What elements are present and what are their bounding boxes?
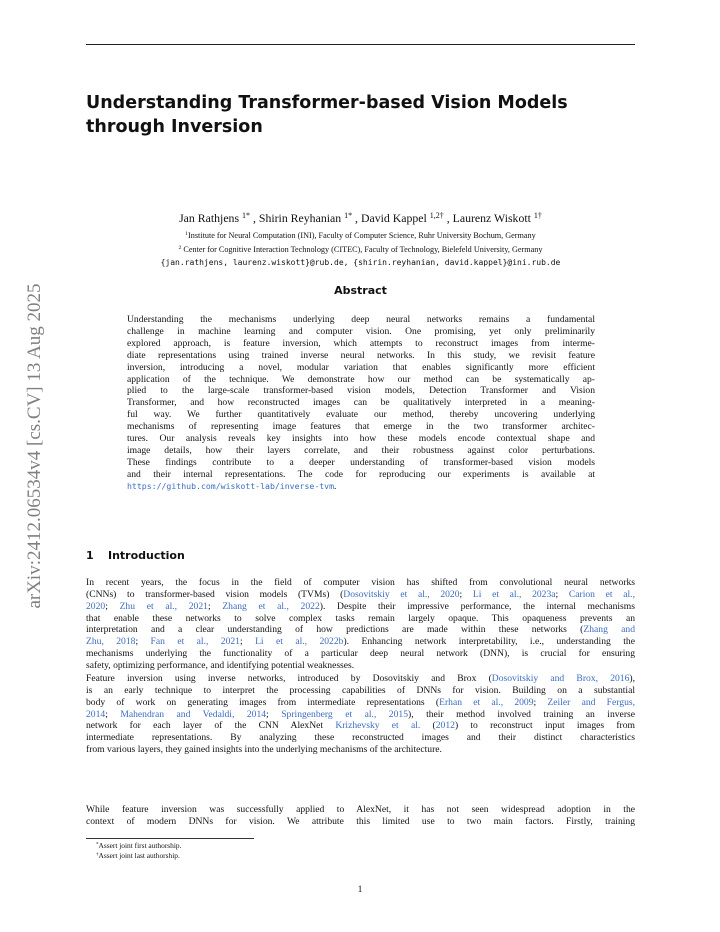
citation-link[interactable]: Erhan et al., 2009 xyxy=(439,696,534,708)
citation-link[interactable]: Springenberg et al., 2015 xyxy=(281,708,408,720)
text-line: safety, optimizing performance, and identifying potential weaknesses. xyxy=(86,659,355,671)
text-line: is an early technique to interpret the processing capabilities of DNNs for vision. Building on a substantial xyxy=(86,684,635,696)
author-affiliation-mark: 1* xyxy=(344,211,353,220)
section-heading xyxy=(86,549,185,563)
citation-link[interactable]: Carion et al., xyxy=(568,588,635,600)
paper-title xyxy=(86,91,635,139)
text-line: Feature inversion using inverse networks, introduced by Dosovitskiy and Brox (Dosovitskiy and Brox, 2016), xyxy=(86,673,635,684)
footnote-mark: * xyxy=(96,842,99,848)
abstract-line: explored approach, is feature inversion, which attempts to reconstruct images from interme- xyxy=(127,337,595,349)
affiliation-1 xyxy=(86,230,635,241)
abstract-line: These findings contribute to a deeper understanding of transformer-based vision models xyxy=(127,456,595,468)
abstract-line: inversion, introducing a novel, modular variation that enables significantly more efficient xyxy=(127,361,595,373)
text-line: body of work on generating images from intermediate representations (Erhan et al., 2009; Zeiler and Fergus, xyxy=(86,696,635,708)
title-line: through Inversion xyxy=(86,117,263,137)
footnote-mark: † xyxy=(96,852,99,858)
abstract-line: ful way. We further quantitatively evaluate our method, thereby uncovering underlying xyxy=(127,409,595,421)
citation-link[interactable]: Krizhevsky et al. xyxy=(335,720,421,732)
section-number: 1 xyxy=(86,549,94,562)
affiliation-text: Center for Cognitive Interaction Technology (CITEC), Faculty of Technology, Bielefeld University, Germany xyxy=(183,245,543,254)
title-line: Understanding Transformer-based Vision Models xyxy=(86,93,568,113)
author-name: David Kappel xyxy=(360,211,430,225)
affiliation-2 xyxy=(86,244,635,255)
affiliation-mark: 2 xyxy=(178,245,182,252)
citation-link[interactable]: Fan et al., 2021 xyxy=(150,636,240,648)
text-line: (CNNs) to transformer-based vision models (TVMs) (Dosovitskiy et al., 2020; Li et al., 2023a; Carion et al., xyxy=(86,588,635,600)
affiliation-text: Institute for Neural Computation (INI), Faculty of Computer Science, Ruhr University Bochum, Germany xyxy=(188,231,536,240)
abstract-line: image details, how their layers correlate, and their robustness against color perturbations. xyxy=(127,444,595,456)
citation-link[interactable]: Dosovitskiy et al., 2020 xyxy=(343,588,460,600)
intro-paragraph xyxy=(86,673,635,756)
code-repository-link[interactable]: https://github.com/wiskott-lab/inverse-tvm xyxy=(127,480,335,491)
author-list: Jan Rathjens $^{1*}$ , Shirin Reyhanian $^{1*}$ , David Kappel $^{1,2\dagger}$ , Laurenz Wiskott $^{1\dagger}$ xyxy=(179,211,542,225)
text-line: 2020; Zhu et al., 2021; Zhang et al., 2022). Despite their impressive performance, the internal mechanisms xyxy=(86,600,635,612)
author-affiliation-mark: 1* xyxy=(242,211,251,220)
author-name: Jan Rathjens xyxy=(179,211,243,225)
intro-paragraph xyxy=(86,577,635,672)
section-title: Introduction xyxy=(108,549,185,562)
abstract-line: diate representations using trained inverse neural networks. In this study, we revisit feature xyxy=(127,349,595,361)
citation-link[interactable]: Zhang and xyxy=(583,624,635,636)
abstract-line: tures. Our analysis reveals key insights into how these models encode contextual shape and xyxy=(127,433,595,445)
citation-link[interactable]: 2020 xyxy=(86,600,106,612)
abstract-url-suffix: . xyxy=(334,480,337,492)
author-emails: {jan.rathjens, laurenz.wiskott}@rub.de, {shirin.reyhanian, david.kappel}@ini.rub.de xyxy=(160,258,561,267)
affiliation-mark: 1 xyxy=(185,231,189,238)
text-line: intermediate representations. By analyzing these reconstructed images and their distinct characteristics xyxy=(86,732,635,744)
author-name: Laurenz Wiskott xyxy=(452,211,534,225)
abstract-line: Transformer, and how reconstructed images can be qualitatively interpreted in a meaning- xyxy=(127,397,595,409)
citation-link[interactable]: Zhang et al., 2022 xyxy=(222,600,320,612)
text-line: interpretation and a clear understanding of how predictions are made within these networks (Zhang and xyxy=(86,624,635,636)
abstract-line: plied to the large-scale transformer-based vision models, Detection Transformer and Vision xyxy=(127,385,595,397)
text-line: that enable these networks to solve complex tasks remain largely opaque. This opaqueness prevents an xyxy=(86,612,635,624)
citation-link[interactable]: 2012 xyxy=(435,720,455,732)
author-name: Shirin Reyhanian xyxy=(258,211,345,225)
citation-link[interactable]: Li et al., 2023a xyxy=(472,588,556,600)
footnote xyxy=(96,841,181,851)
abstract-body xyxy=(127,314,595,493)
citation-link[interactable]: Li et al., 2022b xyxy=(255,636,344,648)
citation-link[interactable]: Dosovitskiy and Brox, 2016 xyxy=(491,673,630,684)
author-affiliation-mark: 1† xyxy=(533,211,542,220)
citation-link[interactable]: Zhu, 2018 xyxy=(86,636,136,648)
page-number: 1 xyxy=(357,884,363,895)
footnote-rule xyxy=(86,838,254,839)
citation-link[interactable]: Zhu et al., 2021 xyxy=(119,600,208,612)
abstract-line: Understanding the mechanisms underlying deep neural networks remains a fundamental xyxy=(127,314,595,325)
text-line: mechanisms underlying the functionality of a particular deep neural network (DNN), is crucial for ensuring xyxy=(86,648,635,660)
text-line: Zhu, 2018; Fan et al., 2021; Li et al., 2022b). Enhancing network interpretability, i.e., understanding the xyxy=(86,636,635,648)
text-line: context of modern DNNs for vision. We attribute this limited use to two main factors. Firstly, training xyxy=(86,815,635,827)
footnotes xyxy=(96,841,181,860)
text-line: In recent years, the focus in the field of computer vision has shifted from convolutional neural networks xyxy=(86,577,635,588)
header-rule xyxy=(86,44,635,45)
arxiv-stamp: arXiv:2412.06534v4 [cs.CV] 13 Aug 2025 xyxy=(24,283,45,609)
intro-paragraph xyxy=(86,804,635,828)
text-line: network for each layer of the CNN AlexNet Krizhevsky et al. (2012) to reconstruct input images from xyxy=(86,720,636,732)
abstract-line xyxy=(127,481,595,493)
text-line: from various layers, they gained insights into the underlying mechanisms of the architecture. xyxy=(86,744,442,756)
abstract-line: mechanisms of representing image features that emerge in the two transformer architec- xyxy=(127,421,595,433)
citation-link[interactable]: Mahendran and Vedaldi, 2014 xyxy=(120,708,267,720)
text-line: 2014; Mahendran and Vedaldi, 2014; Springenberg et al., 2015), their method involved training an inverse xyxy=(86,708,636,720)
citation-link[interactable]: 2014 xyxy=(86,708,106,720)
abstract-line: and their internal representations. The code for reproducing our experiments is available at xyxy=(127,468,595,480)
abstract-line: challenge in machine learning and computer vision. One promising, yet only preliminarily xyxy=(127,325,595,337)
abstract-line: application of the technique. We demonstrate how our method can be systematically ap- xyxy=(127,373,595,385)
footnote-text: Assert joint first authorship. xyxy=(98,841,182,850)
citation-link[interactable]: Zeiler and Fergus, xyxy=(547,696,635,708)
abstract-heading: Abstract xyxy=(334,284,387,297)
text-line: While feature inversion was successfully applied to AlexNet, it has not seen widespread adoption in the xyxy=(86,804,635,815)
author-affiliation-mark: 1,2† xyxy=(429,211,444,220)
footnote xyxy=(96,851,181,861)
footnote-text: Assert joint last authorship. xyxy=(98,850,180,860)
